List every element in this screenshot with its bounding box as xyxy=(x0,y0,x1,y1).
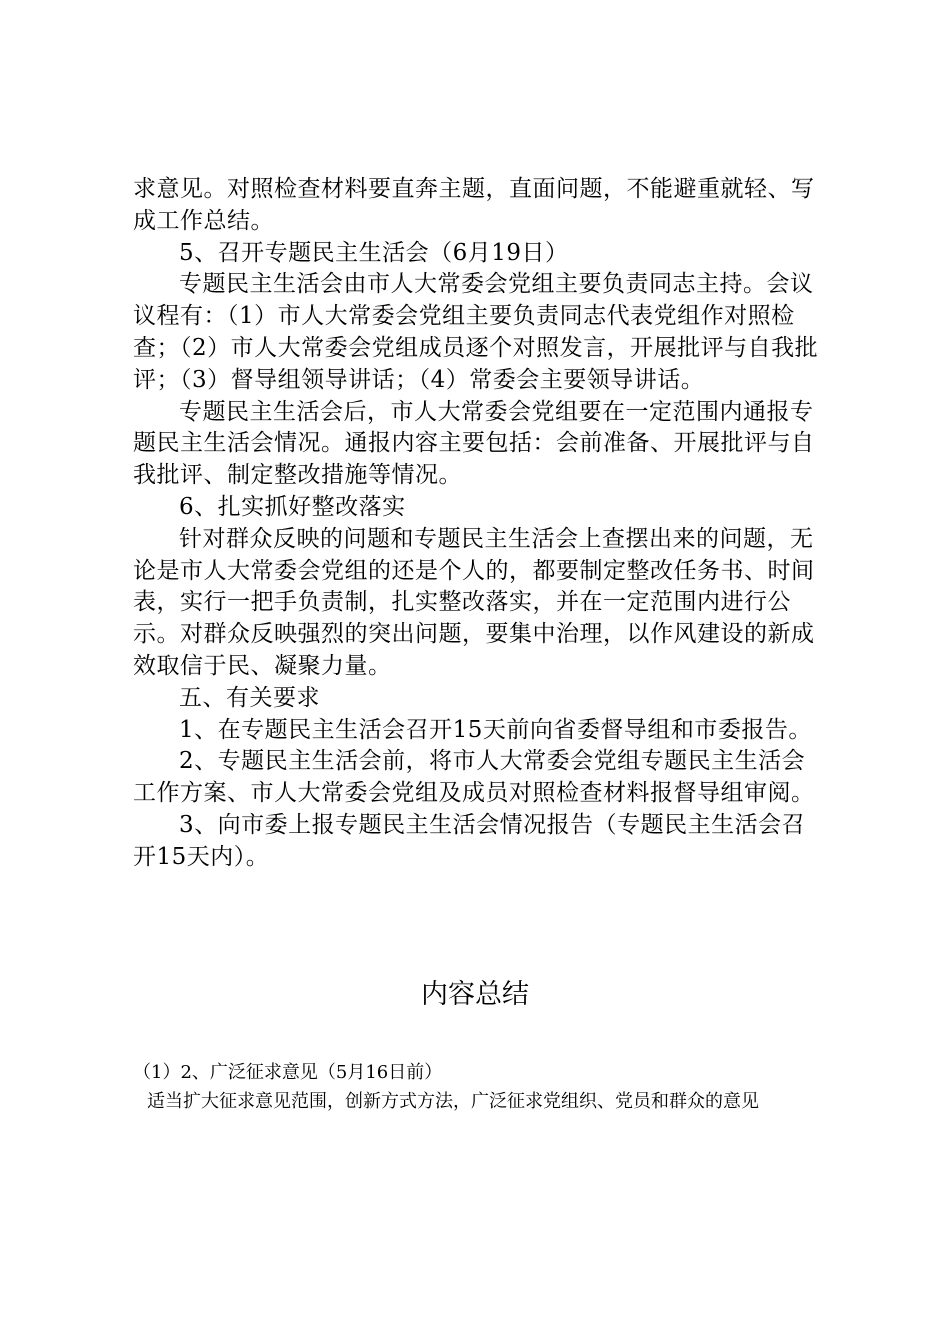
section-heading: 5、召开专题民主生活会（6月19日） xyxy=(179,239,569,266)
section-heading: 五、有关要求 xyxy=(179,684,320,711)
paragraph: 专题民主生活会后，市人大常委会党组要在一定范围内通报专题民主生活会情况。通报内容主要包括：会前准备、开展批评与自我批评、制定整改措施等情况。 xyxy=(133,398,815,489)
requirement-item: 1、在专题民主生活会召开15天前向省委督导组和市委报告。 xyxy=(179,716,812,743)
requirement-item: 2、专题民主生活会前，将市人大常委会党组专题民主生活会工作方案、市人大常委会党组及成员对照检查材料报督导组审阅。 xyxy=(133,748,815,807)
document-body xyxy=(133,174,823,874)
paragraph: 专题民主生活会由市人大常委会党组主要负责同志主持。会议议程有：（1）市人大常委会党组主要负责同志代表党组作对照检查；（2）市人大常委会党组成员逐个对照发言，开展批评与自我批评；（3）督导组领导讲话；（4）常委会主要领导讲话。 xyxy=(133,271,819,393)
summary-title: 内容总结 xyxy=(421,979,529,1010)
summary-line: （1）2、广泛征求意见（5月16日前） xyxy=(133,1062,443,1083)
paragraph: 针对群众反映的问题和专题民主生活会上查摆出来的问题，无论是市人大常委会党组的还是个人的，都要制定整改任务书、时间表，实行一把手负责制，扎实整改落实，并在一定范围内进行公示。对群众反映强烈的突出问题，要集中治理，以作风建设的新成效取信于民、凝聚力量。 xyxy=(133,525,815,679)
summary-line: 适当扩大征求意见范围，创新方式方法，广泛征求党组织、党员和群众的意见 xyxy=(147,1091,759,1112)
summary-body xyxy=(133,1058,823,1116)
requirement-item: 3、向市委上报专题民主生活会情况报告（专题民主生活会召开15天内）。 xyxy=(133,811,806,870)
paragraph: 求意见。对照检查材料要直奔主题，直面问题，不能避重就轻、写成工作总结。 xyxy=(133,176,815,234)
section-heading: 6、扎实抓好整改落实 xyxy=(179,493,406,520)
